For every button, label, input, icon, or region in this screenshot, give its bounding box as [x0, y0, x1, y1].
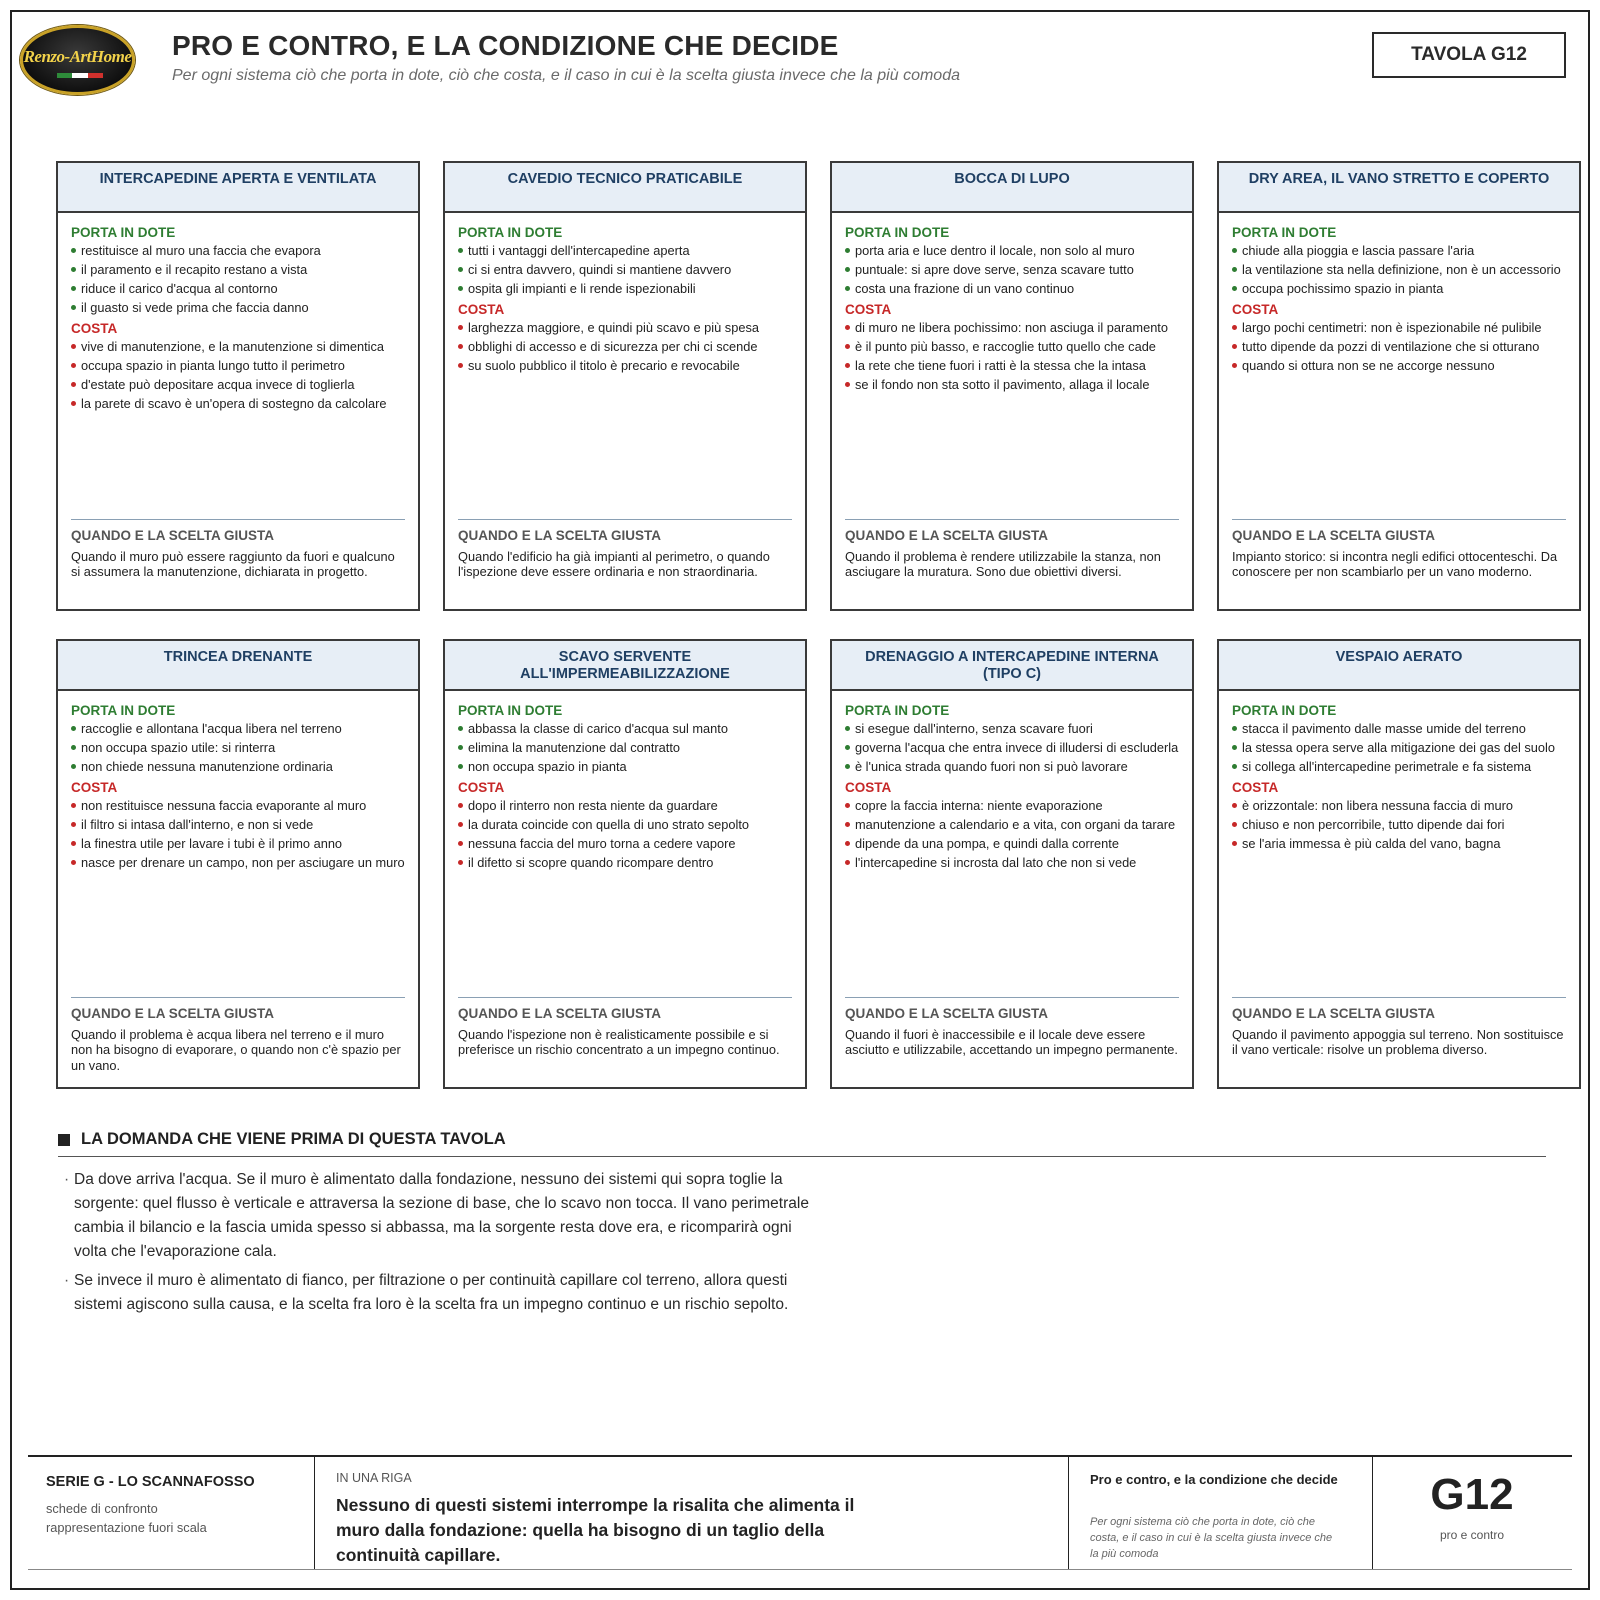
pro-heading: PORTA IN DOTE [458, 225, 563, 240]
con-item [71, 817, 405, 832]
pro-heading: PORTA IN DOTE [71, 703, 176, 718]
footer-divider [1068, 1456, 1069, 1569]
when-heading: QUANDO E LA SCELTA GIUSTA [845, 528, 1048, 543]
pro-heading: PORTA IN DOTE [845, 703, 950, 718]
con-heading: COSTA [71, 780, 118, 796]
item-text: occupa spazio in pianta lungo tutto il perimetro [81, 358, 345, 374]
bullet-dot-icon [71, 726, 76, 731]
item-text: di muro ne libera pochissimo: non asciuga il paramento [855, 320, 1168, 336]
question-list [58, 1168, 828, 1322]
item-text: quando si ottura non se ne accorge nessuno [1242, 358, 1495, 374]
item-text: obblighi di accesso e di sicurezza per chi ci scende [468, 339, 758, 355]
pro-heading: PORTA IN DOTE [71, 225, 176, 240]
card-title: CAVEDIO TECNICO PRATICABILE [445, 163, 805, 213]
footer-series: SERIE G - LO SCANNAFOSSO [46, 1474, 255, 1490]
pro-item [1232, 262, 1566, 277]
item-text: si collega all'intercapedine perimetrale e fa sistema [1242, 759, 1532, 774]
footer-divider [314, 1456, 315, 1569]
bullet-dot-icon [458, 822, 463, 827]
pro-item [1232, 759, 1566, 774]
pro-heading: PORTA IN DOTE [1232, 703, 1337, 718]
bullet-dot-icon [458, 803, 463, 808]
item-text: raccoglie e allontana l'acqua libera nel terreno [81, 721, 342, 736]
item-text: tutti i vantaggi dell'intercapedine aperta [468, 243, 690, 258]
when-section [845, 997, 1179, 1058]
item-text: occupa pochissimo spazio in pianta [1242, 281, 1444, 296]
item-text: d'estate può depositare acqua invece di toglierla [81, 377, 355, 393]
item-text: non occupa spazio in pianta [468, 759, 627, 774]
footer-series-sub: rappresentazione fuori scala [46, 1520, 207, 1535]
when-heading: QUANDO E LA SCELTA GIUSTA [71, 528, 274, 543]
bullet-dot-icon [71, 401, 76, 406]
pro-item [1232, 740, 1566, 755]
bullet-dot-icon [458, 286, 463, 291]
con-item [71, 855, 405, 870]
when-heading: QUANDO E LA SCELTA GIUSTA [71, 1006, 274, 1021]
bullet-dot-icon [845, 841, 850, 846]
item-text: non chiede nessuna manutenzione ordinaria [81, 759, 333, 774]
con-item [845, 339, 1179, 354]
con-item [458, 855, 792, 870]
bullet-dot-icon [71, 286, 76, 291]
bullet-dot-icon [71, 822, 76, 827]
item-text: è orizzontale: non libera nessuna faccia di muro [1242, 798, 1514, 814]
bullet-dot-icon [845, 382, 850, 387]
item-text: la stessa opera serve alla mitigazione dei gas del suolo [1242, 740, 1555, 755]
con-item [845, 817, 1179, 832]
con-item [458, 358, 792, 373]
card-body [445, 213, 805, 609]
pro-list [458, 721, 792, 774]
question-heading [58, 1130, 506, 1149]
item-text: se l'aria immessa è più calda del vano, bagna [1242, 836, 1501, 852]
footer-meta-subtitle: Per ogni sistema ciò che porta in dote, ciò che costa, e il caso in cui è la scelta giusta invece che la più comoda [1090, 1516, 1333, 1560]
item-text: manutenzione a calendario e a vita, con organi da tarare [855, 817, 1176, 833]
item-text: il filtro si intasa dall'interno, e non si vede [81, 817, 314, 833]
system-card [830, 639, 1194, 1089]
bullet-dot-icon [1232, 267, 1237, 272]
card-title: TRINCEA DRENANTE [58, 641, 418, 691]
square-bullet-icon [58, 1134, 70, 1146]
pro-list [458, 243, 792, 296]
bullet-dot-icon [845, 363, 850, 368]
item-text: è il punto più basso, e raccoglie tutto quello che cade [855, 339, 1156, 355]
question-item: · Da dove arriva l'acqua. Se il muro è alimentato dalla fondazione, nessuno dei sistemi qui sopra toglie la sorgente: quel flusso è verticale e attraversa la sezione di base, che lo scavo non tocca. Il vano perimetrale cambia il bilancio e la fascia umida spesso si abbassa, ma la sorgente resta dove era, e ricomparirà ogni volta che l'evaporazione cala. [64, 1171, 809, 1260]
item-text: riduce il carico d'acqua al contorno [81, 281, 278, 296]
item-text: il difetto si scopre quando ricompare dentro [468, 855, 714, 871]
card-title: DRENAGGIO A INTERCAPEDINE INTERNA (TIPO C) [832, 641, 1192, 691]
bullet-dot-icon [458, 764, 463, 769]
card-body [58, 213, 418, 609]
bullet-dot-icon [1232, 822, 1237, 827]
bullet-dot-icon [1232, 344, 1237, 349]
item-text: la finestra utile per lavare i tubi è il primo anno [81, 836, 343, 852]
item-text: si esegue dall'interno, senza scavare fuori [855, 721, 1093, 736]
when-text: Quando il problema è acqua libera nel terreno e il muro non ha bisogno di evaporare, o quando non c'è spazio per un vano. [71, 1027, 401, 1073]
when-text: Quando l'ispezione non è realisticamente possibile e si preferisce un rischio concentrato a un impegno continuo. [458, 1027, 780, 1058]
system-card [830, 161, 1194, 611]
item-text: ci si entra davvero, quindi si mantiene davvero [468, 262, 732, 277]
item-text: non occupa spazio utile: si rinterra [81, 740, 276, 755]
page-subtitle: Per ogni sistema ciò che porta in dote, ciò che costa, e il caso in cui è la scelta giusta invece che la più comoda [172, 67, 960, 84]
system-card [1217, 639, 1581, 1089]
bullet-dot-icon [845, 267, 850, 272]
footer-series-sub: schede di confronto [46, 1501, 158, 1516]
when-text: Quando il muro può essere raggiunto da fuori e qualcuno si assumera la manutenzione, dichiarata in progetto. [71, 549, 395, 580]
page-title: PRO E CONTRO, E LA CONDIZIONE CHE DECIDE [172, 30, 839, 61]
card-body [832, 691, 1192, 1087]
bullet-dot-icon [1232, 248, 1237, 253]
item-text: elimina la manutenzione dal contratto [468, 740, 680, 755]
when-text: Quando il fuori è inaccessibile e il locale deve essere asciutto e utilizzabile, accettando un impegno permanente. [845, 1027, 1178, 1058]
pro-item [845, 721, 1179, 736]
bullet-dot-icon [1232, 764, 1237, 769]
system-card [443, 161, 807, 611]
item-text: stacca il pavimento dalle masse umide del terreno [1242, 721, 1526, 736]
pro-item [458, 721, 792, 736]
bullet-dot-icon [845, 286, 850, 291]
pro-item [458, 759, 792, 774]
con-item [845, 798, 1179, 813]
question-divider [58, 1156, 1546, 1157]
bullet-dot-icon [71, 860, 76, 865]
bullet-dot-icon [458, 363, 463, 368]
card-body [58, 691, 418, 1087]
brand-logo [20, 25, 135, 95]
bullet-dot-icon [845, 764, 850, 769]
when-text: Quando il problema è rendere utilizzabile la stanza, non asciugare la muratura. Sono due obiettivi diversi. [845, 549, 1161, 580]
item-text: costa una frazione di un vano continuo [855, 281, 1075, 296]
con-list [845, 798, 1179, 870]
bullet-dot-icon [458, 248, 463, 253]
footer-meta-title: Pro e contro, e la condizione che decide [1090, 1472, 1338, 1487]
system-card [56, 639, 420, 1089]
pro-list [845, 721, 1179, 774]
item-text: nessuna faccia del muro torna a cedere vapore [468, 836, 736, 852]
con-item [458, 817, 792, 832]
con-list [458, 320, 792, 373]
con-item [71, 377, 405, 392]
footer-bottom-rule [28, 1569, 1572, 1570]
when-heading: QUANDO E LA SCELTA GIUSTA [845, 1006, 1048, 1021]
item-text: chiude alla pioggia e lascia passare l'aria [1242, 243, 1475, 258]
item-text: non restituisce nessuna faccia evaporante al muro [81, 798, 367, 814]
item-text: tutto dipende da pozzi di ventilazione che si otturano [1242, 339, 1540, 355]
bullet-dot-icon [1232, 363, 1237, 368]
card-title: INTERCAPEDINE APERTA E VENTILATA [58, 163, 418, 213]
pro-item [845, 281, 1179, 296]
when-text: Quando l'edificio ha già impianti al perimetro, o quando l'ispezione deve essere ordinaria e non straordinaria. [458, 549, 770, 580]
item-text: restituisce al muro una faccia che evapora [81, 243, 321, 258]
bullet-dot-icon [845, 803, 850, 808]
item-text: su suolo pubblico il titolo è precario e revocabile [468, 358, 740, 374]
item-text: chiuso e non percorribile, tutto dipende dai fori [1242, 817, 1505, 833]
when-section [71, 997, 405, 1073]
con-item [845, 320, 1179, 335]
con-item [845, 358, 1179, 373]
item-text: dopo il rinterro non resta niente da guardare [468, 798, 718, 814]
bullet-dot-icon [1232, 841, 1237, 846]
card-title: SCAVO SERVENTE ALL'IMPERMEABILIZZAZIONE [445, 641, 805, 691]
card-body [1219, 213, 1579, 609]
when-section [458, 997, 792, 1058]
con-heading: COSTA [845, 780, 892, 796]
item-text: puntuale: si apre dove serve, senza scavare tutto [855, 262, 1134, 277]
item-text: la ventilazione sta nella definizione, non è un accessorio [1242, 262, 1561, 277]
bullet-dot-icon [458, 267, 463, 272]
bullet-dot-icon [71, 267, 76, 272]
bullet-dot-icon [845, 344, 850, 349]
con-item [458, 798, 792, 813]
item-text: il guasto si vede prima che faccia danno [81, 300, 309, 315]
item-text: la rete che tiene fuori i ratti è la stessa che la intasa [855, 358, 1146, 374]
item-text: nasce per drenare un campo, non per asciugare un muro [81, 855, 405, 871]
pro-list [71, 243, 405, 315]
item-text: governa l'acqua che entra invece di illudersi di escluderla [855, 740, 1179, 755]
pro-item [845, 740, 1179, 755]
when-text: Quando il pavimento appoggia sul terreno. Non sostituisce il vano verticale: risolve un problema diverso. [1232, 1027, 1564, 1058]
con-item [1232, 339, 1566, 354]
con-item [1232, 817, 1566, 832]
bullet-dot-icon [71, 803, 76, 808]
footer-top-rule [28, 1455, 1572, 1457]
con-item [845, 377, 1179, 392]
con-heading: COSTA [458, 302, 505, 318]
pro-list [1232, 243, 1566, 296]
system-card [56, 161, 420, 611]
bullet-dot-icon [845, 325, 850, 330]
con-heading: COSTA [1232, 302, 1279, 318]
when-heading: QUANDO E LA SCELTA GIUSTA [458, 528, 661, 543]
con-item [1232, 320, 1566, 335]
when-heading: QUANDO E LA SCELTA GIUSTA [1232, 1006, 1435, 1021]
bullet-dot-icon [458, 325, 463, 330]
bullet-dot-icon [845, 726, 850, 731]
con-heading: COSTA [71, 321, 118, 337]
when-heading: QUANDO E LA SCELTA GIUSTA [1232, 528, 1435, 543]
pro-item [458, 281, 792, 296]
when-section [71, 519, 405, 580]
item-text: abbassa la classe di carico d'acqua sul manto [468, 721, 728, 736]
pro-item [458, 243, 792, 258]
bullet-dot-icon [845, 745, 850, 750]
con-list [845, 320, 1179, 392]
con-item [71, 339, 405, 354]
card-title: BOCCA DI LUPO [832, 163, 1192, 213]
footer-divider [1372, 1456, 1373, 1569]
question-item: · Se invece il muro è alimentato di fianco, per filtrazione o per continuità capillare col terreno, allora questi sistemi agiscono sulla causa, e la scelta fra loro è la scelta fra un impegno continuo e un rischio sepolto. [64, 1272, 789, 1313]
when-heading: QUANDO E LA SCELTA GIUSTA [458, 1006, 661, 1021]
pro-item [71, 243, 405, 258]
item-text: la parete di scavo è un'opera di sostegno da calcolare [81, 396, 387, 412]
card-body [1219, 691, 1579, 1087]
con-item [1232, 358, 1566, 373]
con-list [1232, 798, 1566, 851]
item-text: è l'unica strada quando fuori non si può lavorare [855, 759, 1128, 774]
pro-item [71, 262, 405, 277]
pro-item [71, 300, 405, 315]
bullet-dot-icon [458, 860, 463, 865]
pro-item [845, 262, 1179, 277]
con-item [71, 396, 405, 411]
bullet-dot-icon [71, 745, 76, 750]
bullet-dot-icon [1232, 803, 1237, 808]
footer-code: G12 [1430, 1470, 1514, 1519]
pro-item [458, 740, 792, 755]
bullet-dot-icon [458, 726, 463, 731]
con-item [71, 798, 405, 813]
item-text: copre la faccia interna: niente evaporazione [855, 798, 1103, 814]
con-item [845, 836, 1179, 851]
question-item-text: Se invece il muro è alimentato di fianco, per filtrazione o per continuità capillare col terreno, allora questi sistemi agiscono sulla causa, e la scelta fra loro è la scelta fra un impegno continuo e un rischio sepolto. [74, 1272, 789, 1313]
con-list [458, 798, 792, 870]
pro-item [458, 262, 792, 277]
con-item [1232, 798, 1566, 813]
bullet-dot-icon [458, 745, 463, 750]
pro-item [845, 243, 1179, 258]
pro-item [1232, 281, 1566, 296]
logo-text: Renzo-ArtHome [23, 47, 132, 66]
bullet-dot-icon [71, 764, 76, 769]
pro-heading: PORTA IN DOTE [458, 703, 563, 718]
when-text: Impianto storico: si incontra negli edifici ottocenteschi. Da conoscere per non scambiarlo per un vano moderno. [1232, 549, 1558, 580]
card-body [445, 691, 805, 1087]
bullet-dot-icon [71, 841, 76, 846]
pro-item [1232, 721, 1566, 736]
bullet-dot-icon [71, 363, 76, 368]
question-item-text: Da dove arriva l'acqua. Se il muro è alimentato dalla fondazione, nessuno dei sistemi qui sopra toglie la sorgente: quel flusso è verticale e attraversa la sezione di base, che lo scavo non tocca. Il vano perimetrale cambia il bilancio e la fascia umida spesso si abbassa, ma la sorgente resta dove era, e ricomparirà ogni volta che l'evaporazione cala. [74, 1171, 809, 1260]
card-title: VESPAIO AERATO [1219, 641, 1579, 691]
con-heading: COSTA [845, 302, 892, 318]
con-heading: COSTA [458, 780, 505, 796]
con-item [71, 836, 405, 851]
system-card [443, 639, 807, 1089]
item-text: vive di manutenzione, e la manutenzione si dimentica [81, 339, 385, 355]
con-item [458, 320, 792, 335]
pro-list [1232, 721, 1566, 774]
bullet-dot-icon [1232, 745, 1237, 750]
pro-item [71, 740, 405, 755]
pro-item [71, 281, 405, 296]
bullet-dot-icon [71, 382, 76, 387]
tavola-badge: TAVOLA G12 [1372, 32, 1566, 78]
footer-code-label: pro e contro [1439, 1528, 1505, 1542]
con-item [458, 339, 792, 354]
logo-flag [57, 73, 103, 78]
pro-item [71, 759, 405, 774]
item-text: porta aria e luce dentro il locale, non solo al muro [855, 243, 1135, 258]
con-item [845, 855, 1179, 870]
bullet-dot-icon [1232, 286, 1237, 291]
system-card [1217, 161, 1581, 611]
pro-list [71, 721, 405, 774]
bullet-dot-icon [845, 248, 850, 253]
con-heading: COSTA [1232, 780, 1279, 796]
item-text: largo pochi centimetri: non è ispezionabile né pulibile [1242, 320, 1542, 336]
footer-summary: Nessuno di questi sistemi interrompe la risalita che alimenta il muro dalla fondazione: quella ha bisogno di un taglio della continuità capillare. [336, 1495, 855, 1565]
con-list [71, 339, 405, 411]
item-text: larghezza maggiore, e quindi più scavo e più spesa [468, 320, 759, 336]
bullet-dot-icon [1232, 325, 1237, 330]
when-section [845, 519, 1179, 580]
when-section [458, 519, 792, 580]
bullet-dot-icon [71, 248, 76, 253]
item-text: ospita gli impianti e li rende ispezionabili [468, 281, 696, 296]
when-section [1232, 997, 1566, 1058]
item-text: la durata coincide con quella di uno strato sepolto [468, 817, 750, 833]
question-title: LA DOMANDA CHE VIENE PRIMA DI QUESTA TAVOLA [81, 1130, 506, 1148]
item-text: il paramento e il recapito restano a vista [81, 262, 308, 277]
pro-heading: PORTA IN DOTE [845, 225, 950, 240]
con-item [71, 358, 405, 373]
con-list [71, 798, 405, 870]
con-item [1232, 836, 1566, 851]
item-text: l'intercapedine si incrosta dal lato che non si vede [855, 855, 1137, 871]
bullet-dot-icon [71, 305, 76, 310]
bullet-dot-icon [845, 860, 850, 865]
bullet-dot-icon [458, 841, 463, 846]
pro-heading: PORTA IN DOTE [1232, 225, 1337, 240]
item-text: se il fondo non sta sotto il pavimento, allaga il locale [855, 377, 1150, 393]
bullet-dot-icon [71, 344, 76, 349]
footer-summary-label: IN UNA RIGA [336, 1471, 412, 1485]
pro-item [845, 759, 1179, 774]
con-item [458, 836, 792, 851]
bullet-dot-icon [458, 344, 463, 349]
bullet-dot-icon [845, 822, 850, 827]
pro-item [1232, 243, 1566, 258]
pro-list [845, 243, 1179, 296]
bullet-dot-icon [1232, 726, 1237, 731]
con-list [1232, 320, 1566, 373]
card-body [832, 213, 1192, 609]
card-title: DRY AREA, IL VANO STRETTO E COPERTO [1219, 163, 1579, 213]
pro-item [71, 721, 405, 736]
item-text: dipende da una pompa, e quindi dalla corrente [855, 836, 1119, 852]
when-section [1232, 519, 1566, 580]
